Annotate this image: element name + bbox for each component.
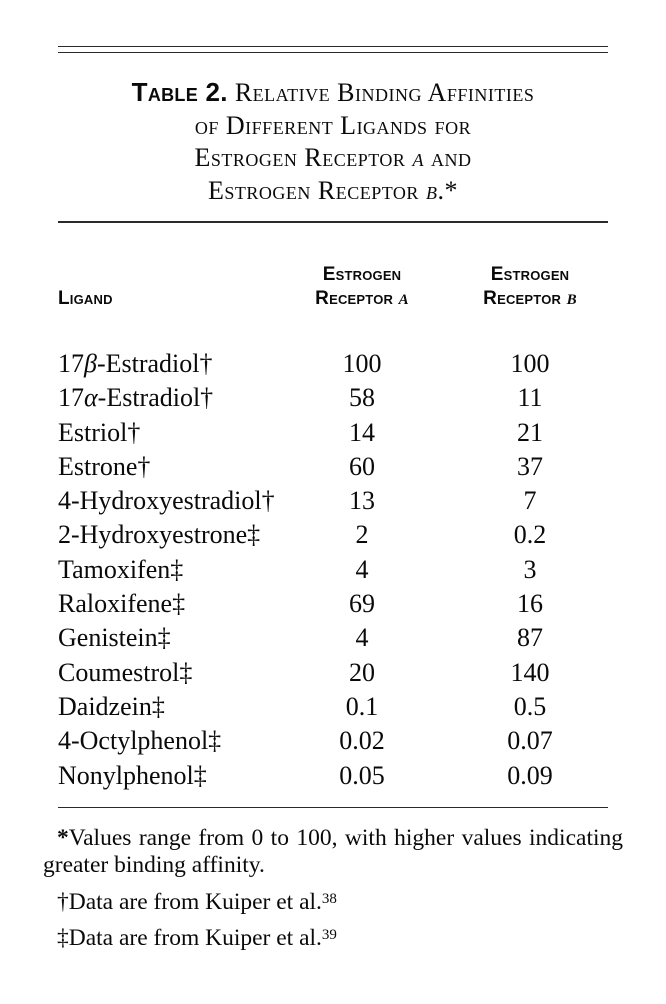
table-row xyxy=(43,484,623,518)
footnote-double-dagger-text: Data are from Kuiper et al. xyxy=(68,925,322,952)
table-row xyxy=(43,450,623,484)
footnote-dagger-text: Data are from Kuiper et al. xyxy=(68,888,322,915)
ligand-cell: Estrone† xyxy=(58,451,151,481)
alpha-symbol: α xyxy=(412,143,424,172)
table-block xyxy=(43,46,623,953)
er-alpha-value-cell: 60 xyxy=(349,451,375,481)
er-beta-value-cell: 7 xyxy=(523,486,537,516)
table-row xyxy=(43,656,623,690)
er-alpha-value-cell: 58 xyxy=(349,383,375,413)
footnote-asterisk xyxy=(43,825,623,880)
er-alpha-value-cell: 4 xyxy=(355,554,369,584)
er-beta-value-cell: 21 xyxy=(517,417,543,447)
er-beta-value-cell: 3 xyxy=(523,554,537,584)
table-row xyxy=(43,587,623,621)
beta-symbol: β xyxy=(425,175,438,205)
table-body xyxy=(43,347,623,793)
column-header-ligand: Ligand xyxy=(58,288,113,309)
table-caption xyxy=(43,76,623,207)
er-beta-header-line1: Estrogen xyxy=(490,264,570,285)
er-alpha-value-cell: 0.05 xyxy=(339,760,385,790)
er-alpha-value-cell: 100 xyxy=(342,349,382,378)
alpha-symbol: α xyxy=(398,285,409,309)
table-row xyxy=(43,759,623,793)
dagger-marker: † xyxy=(57,888,69,915)
table-row xyxy=(43,690,623,724)
ligand-cell: Coumestrol‡ xyxy=(58,657,193,687)
footnotes xyxy=(43,825,623,953)
er-alpha-header-line1: Estrogen xyxy=(322,264,402,285)
table-row xyxy=(43,381,623,415)
er-beta-header-line2: Receptor xyxy=(483,288,562,309)
ligand-cell: 4-Octylphenol‡ xyxy=(58,726,222,756)
er-beta-value-cell: 0.07 xyxy=(507,726,553,756)
er-alpha-value-cell: 2 xyxy=(355,520,369,550)
reference-38: 38 xyxy=(321,890,337,907)
asterisk-marker: * xyxy=(57,824,69,851)
table-number-label: Table 2. xyxy=(131,77,228,107)
table-row xyxy=(43,416,623,450)
er-alpha-header-line2: Receptor xyxy=(315,288,394,309)
caption-line1: Relative Binding Affinities xyxy=(234,78,535,107)
er-beta-value-cell: 11 xyxy=(517,383,543,413)
ligand-cell: 2-Hydroxyestrone‡ xyxy=(58,520,261,550)
double-dagger-marker: ‡ xyxy=(57,925,69,952)
table-row xyxy=(43,553,623,587)
top-double-rule xyxy=(58,46,608,53)
er-beta-value-cell: 0.5 xyxy=(513,691,547,721)
er-beta-value-cell: 37 xyxy=(517,451,543,481)
er-beta-value-cell: 140 xyxy=(510,657,550,687)
er-alpha-value-cell: 20 xyxy=(349,657,375,687)
er-alpha-value-cell: 4 xyxy=(355,623,369,653)
er-beta-value-cell: 16 xyxy=(517,589,543,619)
er-beta-value-cell: 87 xyxy=(517,623,543,653)
table-header-row xyxy=(43,263,623,310)
ligand-cell: Tamoxifen‡ xyxy=(58,554,184,584)
er-alpha-value-cell: 13 xyxy=(349,486,375,516)
caption-divider-rule xyxy=(58,221,608,223)
column-header-er-alpha xyxy=(287,263,437,310)
footnote-double-dagger xyxy=(43,925,623,953)
column-header-er-beta xyxy=(437,263,623,310)
table-row xyxy=(43,518,623,552)
ligand-cell: Genistein‡ xyxy=(58,623,171,653)
er-alpha-value-cell: 69 xyxy=(349,589,375,619)
footnote-asterisk-text: Values range from 0 to 100, with higher values indicating greater binding affinity. xyxy=(43,824,623,879)
caption-line2: of Different Ligands for xyxy=(194,110,472,140)
table-row xyxy=(43,621,623,655)
caption-line4: Estrogen Receptor xyxy=(208,175,419,205)
er-alpha-value-cell: 0.02 xyxy=(339,726,385,756)
ligand-cell: Estriol† xyxy=(58,417,141,447)
caption-line3-end: and xyxy=(430,143,472,172)
er-alpha-value-cell: 0.1 xyxy=(345,691,379,721)
er-beta-value-cell: 0.09 xyxy=(507,760,553,790)
ligand-cell: 4-Hydroxyestradiol† xyxy=(58,486,275,516)
ligand-cell: 17β-Estradiol† xyxy=(58,349,213,378)
ligand-cell: 17α-Estradiol† xyxy=(58,383,214,413)
table-row xyxy=(43,347,623,381)
ligand-cell: Daidzein‡ xyxy=(58,691,165,721)
ligand-cell: Raloxifene‡ xyxy=(58,589,186,619)
reference-39: 39 xyxy=(321,927,337,944)
caption-line3: Estrogen Receptor xyxy=(194,143,406,172)
er-alpha-value-cell: 14 xyxy=(349,417,375,447)
table-bottom-rule xyxy=(58,807,608,808)
table-row xyxy=(43,724,623,758)
beta-symbol: β xyxy=(566,285,577,309)
er-beta-value-cell: 100 xyxy=(510,349,550,378)
caption-footnote-marker: .* xyxy=(437,175,458,205)
er-beta-value-cell: 0.2 xyxy=(513,520,547,550)
footnote-dagger xyxy=(43,889,623,917)
ligand-cell: Nonylphenol‡ xyxy=(58,760,207,790)
